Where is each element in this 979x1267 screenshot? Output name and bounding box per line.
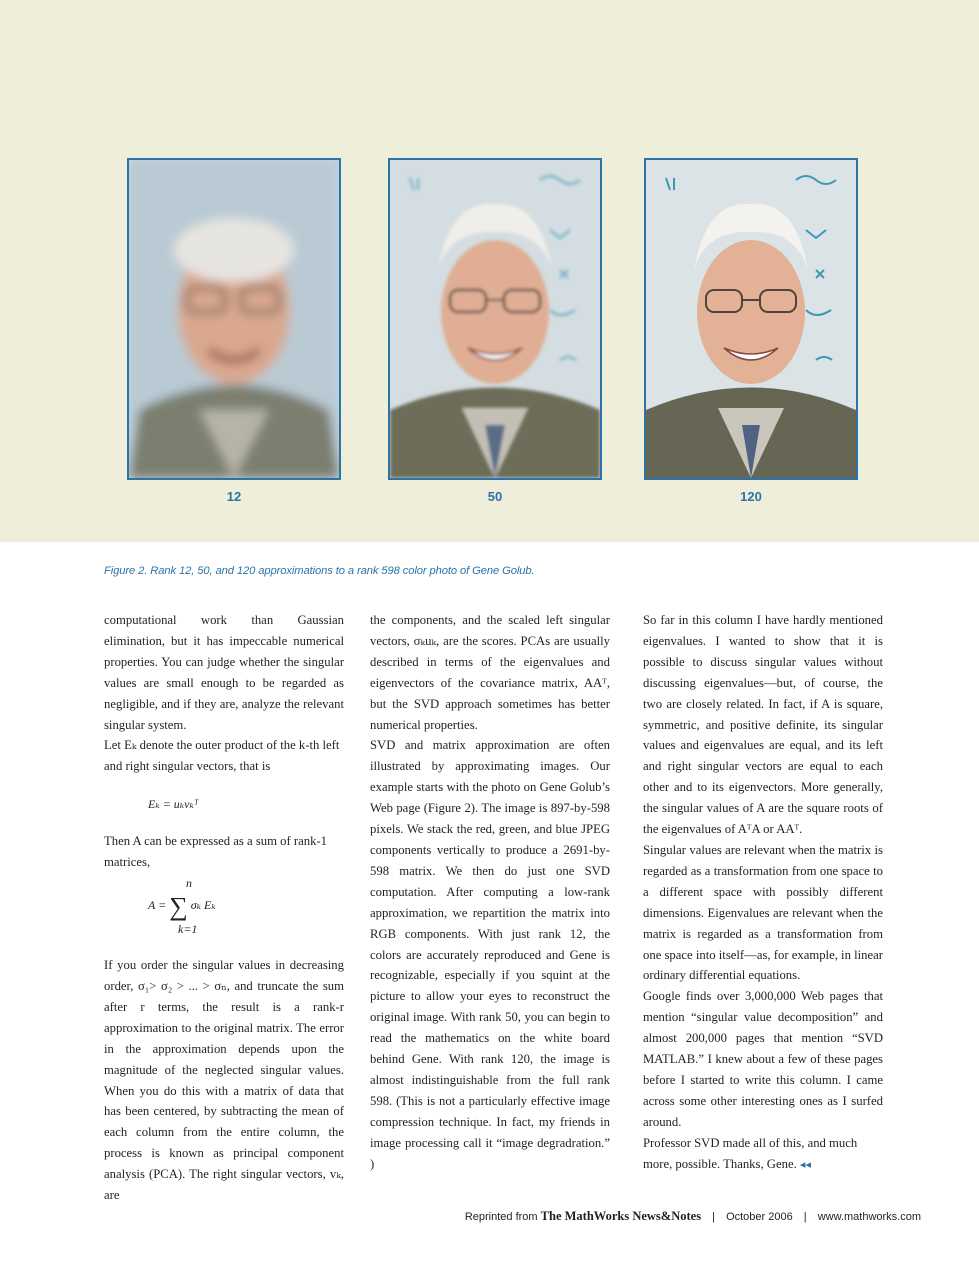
- paragraph: Then A can be expressed as a sum of rank-1 matrices,: [104, 834, 328, 870]
- text-column-1: [104, 610, 344, 1206]
- paragraph: Singular values are relevant when the matrix is regarded as a transformation from one space to a different space with possibly different dimensions. Eigenvalues are relevant when the matrix is regarded as a transformation from one space into itself—as, for example, in linear ordinary differential equations.: [643, 842, 883, 983]
- closing-text: Professor SVD made all of this, and much more, possible. Thanks, Gene.: [643, 1135, 858, 1171]
- equation-outer-product: Eₖ = uₖvₖᵀ: [148, 797, 199, 812]
- portrait-rank-50-image: [390, 160, 600, 478]
- page-footer: [465, 1209, 921, 1224]
- figure-caption: Figure 2. Rank 12, 50, and 120 approximations to a rank 598 color photo of Gene Golub.: [104, 565, 535, 577]
- photo-rank-120: [644, 158, 858, 480]
- portrait-rank-120-image: [646, 160, 856, 478]
- footer-publication: The MathWorks News&Notes: [540, 1209, 702, 1223]
- paragraph: So far in this column I have hardly mentioned eigenvalues. I wanted to show that it is possible to discuss singular values without discussing eigenvalues—but, of course, the two are closely related. In fact, if A is square, symmetric, and positive definite, its singular values and eigenvalues are equal, and its left and right singular vectors are equal to each other and to its eigenvectors. More generally, the singular values of A are the square roots of the eigenvalues of AᵀA or AAᵀ.: [643, 613, 883, 837]
- paragraph: SVD and matrix approximation are often illustrated by approximating images. Our example starts with the photo on Gene Golub’s Web page (Figure 2). The image is 897-by-598 pixels. We stack the red, green, and blue JPEG components vertically to produce a 2691-by-598 matrix. We then do just one SVD computation. After computing a low-rank approximation, we repartition the matrix into RGB components. With just rank 12, the colors are accurately reproduced and Gene is recognizable, especially if you squint at the picture to allow your eyes to reconstruct the original image. With rank 50, you can begin to read the mathematics on the white board behind Gene. With rank 120, the image is almost indistinguishable from the full rank 598. (This is not a particularly effective image compression technique. In fact, my friends in image processing call it “image degradration.” ): [370, 738, 610, 1171]
- paragraph: If you order the singular values in decreasing order, σ₁> σ₂ > ... > σₙ, and truncate the sum after r terms, the result is a rank-r approximation to the original matrix. The error in the approximation depends upon the magnitude of the neglected singular values. When you do this with a matrix of data that has been centered, by subtracting the mean of each column from the entire column, the process is known as principal component analysis (PCA). The right singular vectors, vₖ, are: [104, 958, 344, 1203]
- footer-date: October 2006: [726, 1211, 793, 1223]
- paragraph: computational work than Gaussian elimination, but it has impeccable numerical properties. You can judge whether the singular values are small enough to be regarded as negligible, and if they are, analyze the relevant singular system.: [104, 613, 344, 732]
- photo-label-50: 50: [487, 489, 503, 504]
- paragraph: Let Eₖ denote the outer product of the k-th left and right singular vectors, that is: [104, 738, 340, 774]
- sum-upper-limit: n: [186, 876, 192, 891]
- sum-term: σₖ Eₖ: [190, 898, 216, 913]
- paragraph: Google finds over 3,000,000 Web pages that mention “singular value decomposition” and almost 200,000 pages that mention “SVD MATLAB.” I knew about a few of these pages before I started to write this column. I came across some other interesting ones as I surfed around.: [643, 989, 883, 1129]
- sum-lower-limit: k=1: [178, 922, 198, 937]
- end-mark-icon: ◂◂: [799, 1158, 811, 1171]
- sigma-sum-icon: ∑: [169, 892, 188, 922]
- footer-separator: |: [712, 1211, 715, 1223]
- photo-label-120: 120: [740, 489, 762, 504]
- photo-label-12: 12: [226, 489, 242, 504]
- text-column-2: [370, 610, 610, 1174]
- photo-rank-12: [127, 158, 341, 480]
- text-column-3: [643, 610, 883, 1175]
- portrait-rank-12-image: [129, 160, 339, 478]
- footer-prefix: Reprinted from: [464, 1211, 538, 1223]
- photo-rank-50: [388, 158, 602, 480]
- paragraph: [643, 1133, 883, 1176]
- sum-body: [148, 892, 216, 922]
- equation-sum: [104, 873, 344, 955]
- footer-url[interactable]: www.mathworks.com: [817, 1211, 921, 1223]
- footer-separator: |: [803, 1211, 807, 1223]
- sum-lhs: A =: [148, 898, 167, 913]
- paragraph: the components, and the scaled left singular vectors, σₖuₖ, are the scores. PCAs are usually described in terms of the eigenvalues and eigenvectors of the covariance matrix, AAᵀ, but the SVD approach sometimes has better numerical properties.: [370, 613, 610, 732]
